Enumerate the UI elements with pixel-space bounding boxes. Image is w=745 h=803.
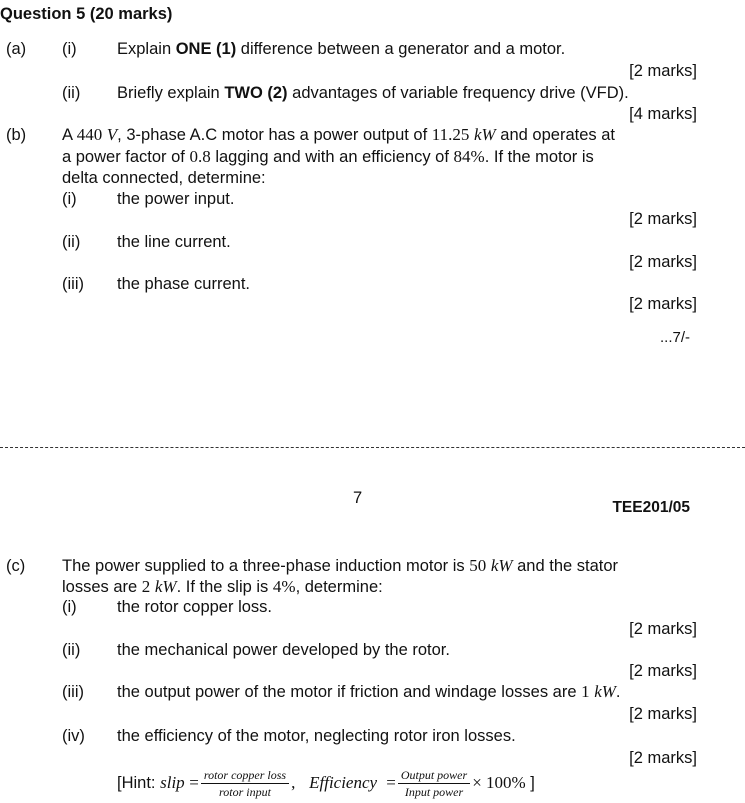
part-b-ii-marks: [2 marks] [629, 253, 697, 271]
part-b-line-2: a power factor of 0.8 lagging and with an efficiency of 84%. If the motor is [62, 147, 594, 166]
part-b-i-marks: [2 marks] [629, 210, 697, 228]
part-c-i-question: the rotor copper loss. [117, 598, 272, 616]
part-c-iv-number: (iv) [62, 727, 85, 745]
part-c-iii-marks: [2 marks] [629, 705, 697, 723]
question-title: Question 5 (20 marks) [0, 5, 173, 23]
continuation-marker: ...7/- [659, 329, 690, 346]
part-c-i-number: (i) [62, 598, 77, 616]
part-b-iii-number: (iii) [62, 275, 84, 293]
part-a-i-marks: [2 marks] [629, 62, 697, 80]
part-c-label: (c) [6, 557, 26, 575]
part-b-line-3: delta connected, determine: [62, 169, 266, 187]
page-number: 7 [353, 489, 363, 507]
part-a-ii-question: Briefly explain TWO (2) advantages of variable frequency drive (VFD). [117, 84, 629, 102]
part-c-iii-number: (iii) [62, 683, 84, 701]
part-c-iv-question: the efficiency of the motor, neglecting rotor iron losses. [117, 727, 516, 745]
part-c-ii-marks: [2 marks] [629, 662, 697, 680]
page-divider [0, 447, 745, 448]
part-c-i-marks: [2 marks] [629, 620, 697, 638]
part-b-i-question: the power input. [117, 190, 235, 208]
slip-fraction: $\frac{\text{rotor copper loss}}{\text{rotor input}}$ [201, 768, 289, 799]
efficiency-symbol: Efficiency [309, 773, 378, 792]
part-c-line-1: The power supplied to a three-phase induction motor is 50 kW and the stator [62, 556, 619, 575]
course-code: TEE201/05 [612, 499, 690, 516]
part-c-iv-marks: [2 marks] [629, 749, 697, 767]
efficiency-fraction: $\frac{\text{Output power}}{\text{Input power}}$ [398, 768, 470, 799]
part-a-ii-marks: [4 marks] [629, 105, 697, 123]
part-c-iii-question: the output power of the motor if friction and windage losses are 1 kW. [117, 682, 621, 701]
part-a-i-number: (i) [62, 40, 77, 58]
part-b-line-1: A 440 V, 3-phase A.C motor has a power output of 11.25 kW and operates at [62, 125, 615, 144]
part-b-ii-number: (ii) [62, 233, 81, 251]
part-b-iii-question: the phase current. [117, 275, 250, 293]
part-c-line-2: losses are 2 kW. If the slip is 4%, determine: [62, 577, 383, 596]
part-b-label: (b) [6, 126, 27, 144]
part-c-ii-number: (ii) [62, 641, 81, 659]
part-a-i-question: Explain ONE (1) difference between a generator and a motor. [117, 40, 566, 58]
part-b-ii-question: the line current. [117, 233, 231, 251]
part-b-iii-marks: [2 marks] [629, 295, 697, 313]
part-a-label: (a) [6, 40, 27, 58]
part-b-i-number: (i) [62, 190, 77, 208]
part-c-ii-question: the mechanical power developed by the rotor. [117, 641, 450, 659]
part-a-ii-number: (ii) [62, 84, 81, 102]
formula-hint: [Hint: slip = $\frac{\text{rotor copper loss}}{\text{rotor input}}$ , Efficiency = $\frac{\text{Output power}}{\text{Input power}}$ × 100% ] [117, 768, 535, 800]
slip-symbol: slip [160, 773, 185, 792]
